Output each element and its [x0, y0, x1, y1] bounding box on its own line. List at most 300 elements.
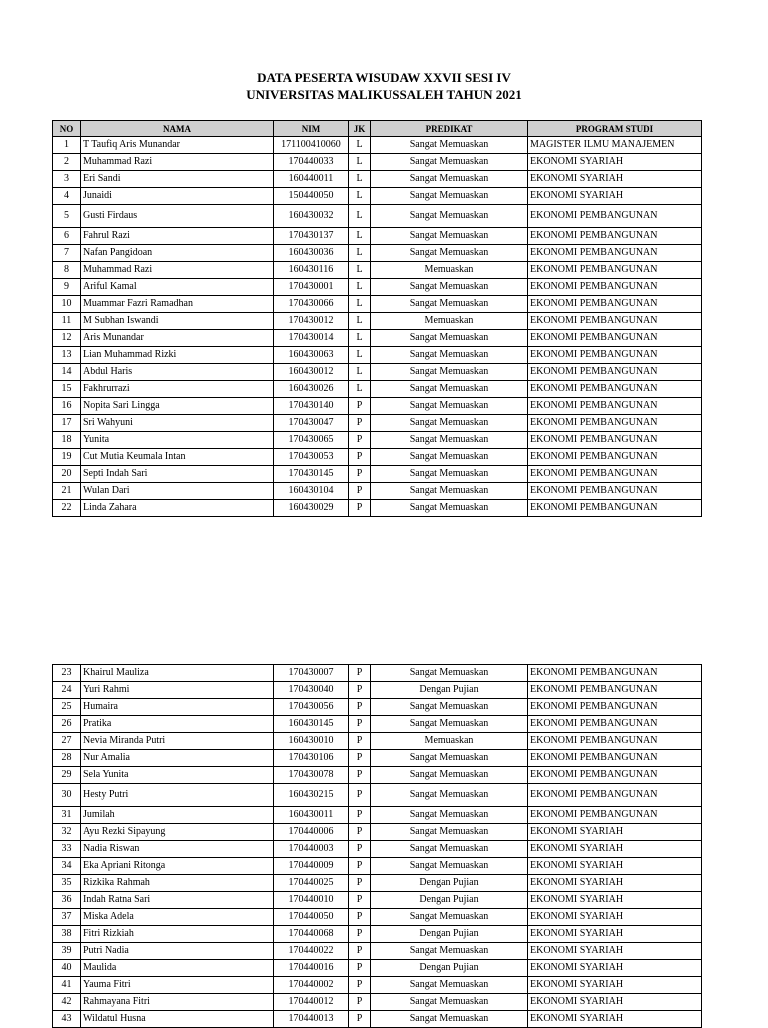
row-nim: 170430007: [274, 665, 349, 682]
table-row: [53, 892, 702, 909]
row-predikat: Sangat Memuaskan: [371, 841, 528, 858]
table-row: [53, 188, 702, 205]
row-jk: L: [349, 296, 371, 313]
row-nama: Eka Apriani Ritonga: [81, 858, 274, 875]
row-no: 42: [53, 994, 81, 1011]
row-jk: L: [349, 188, 371, 205]
row-nama: Nur Amalia: [81, 750, 274, 767]
row-no: 31: [53, 807, 81, 824]
row-nim: 170440009: [274, 858, 349, 875]
row-nama: Sri Wahyuni: [81, 415, 274, 432]
row-jk: L: [349, 381, 371, 398]
row-no: 35: [53, 875, 81, 892]
row-nama: Linda Zahara: [81, 500, 274, 517]
table-row: [53, 500, 702, 517]
row-no: 27: [53, 733, 81, 750]
row-jk: P: [349, 858, 371, 875]
row-predikat: Sangat Memuaskan: [371, 699, 528, 716]
table-row: [53, 750, 702, 767]
row-predikat: Sangat Memuaskan: [371, 909, 528, 926]
row-jk: P: [349, 750, 371, 767]
document-title: [0, 69, 768, 103]
row-program-studi: EKONOMI SYARIAH: [528, 858, 702, 875]
row-no: 5: [53, 205, 81, 228]
table-row: [53, 699, 702, 716]
row-program-studi: EKONOMI PEMBANGUNAN: [528, 347, 702, 364]
table-row: [53, 381, 702, 398]
row-nama: Nevia Miranda Putri: [81, 733, 274, 750]
row-nama: Ariful Kamal: [81, 279, 274, 296]
row-nim: 170440003: [274, 841, 349, 858]
row-program-studi: EKONOMI PEMBANGUNAN: [528, 784, 702, 807]
row-jk: P: [349, 1011, 371, 1028]
row-nim: 170430145: [274, 466, 349, 483]
row-predikat: Sangat Memuaskan: [371, 364, 528, 381]
table-row: [53, 767, 702, 784]
row-predikat: Sangat Memuaskan: [371, 432, 528, 449]
header-jk: JK: [349, 121, 371, 137]
row-program-studi: EKONOMI PEMBANGUNAN: [528, 767, 702, 784]
row-jk: P: [349, 784, 371, 807]
row-program-studi: EKONOMI PEMBANGUNAN: [528, 205, 702, 228]
row-nama: Abdul Haris: [81, 364, 274, 381]
row-nim: 170440010: [274, 892, 349, 909]
row-nama: Khairul Mauliza: [81, 665, 274, 682]
table-row: [53, 466, 702, 483]
row-predikat: Dengan Pujian: [371, 960, 528, 977]
table-row: [53, 205, 702, 228]
row-predikat: Sangat Memuaskan: [371, 665, 528, 682]
row-nama: Humaira: [81, 699, 274, 716]
row-jk: P: [349, 767, 371, 784]
row-nim: 160430032: [274, 205, 349, 228]
row-predikat: Sangat Memuaskan: [371, 750, 528, 767]
row-predikat: Sangat Memuaskan: [371, 994, 528, 1011]
row-program-studi: EKONOMI SYARIAH: [528, 909, 702, 926]
row-nama: Jumilah: [81, 807, 274, 824]
table-row: [53, 909, 702, 926]
row-predikat: Memuaskan: [371, 733, 528, 750]
row-nama: M Subhan Iswandi: [81, 313, 274, 330]
row-nim: 170430066: [274, 296, 349, 313]
row-jk: P: [349, 909, 371, 926]
row-no: 30: [53, 784, 81, 807]
row-nama: Nopita Sari Lingga: [81, 398, 274, 415]
row-jk: P: [349, 398, 371, 415]
row-program-studi: EKONOMI SYARIAH: [528, 875, 702, 892]
row-program-studi: EKONOMI SYARIAH: [528, 892, 702, 909]
row-jk: L: [349, 330, 371, 347]
row-nim: 160430116: [274, 262, 349, 279]
row-nim: 170430056: [274, 699, 349, 716]
row-predikat: Sangat Memuaskan: [371, 466, 528, 483]
row-jk: P: [349, 699, 371, 716]
title-line-1: DATA PESERTA WISUDAW XXVII SESI IV: [257, 70, 511, 85]
row-program-studi: EKONOMI SYARIAH: [528, 188, 702, 205]
row-program-studi: EKONOMI PEMBANGUNAN: [528, 665, 702, 682]
row-no: 29: [53, 767, 81, 784]
row-nim: 160430036: [274, 245, 349, 262]
header-nim: NIM: [274, 121, 349, 137]
row-program-studi: EKONOMI PEMBANGUNAN: [528, 398, 702, 415]
header-predikat: PREDIKAT: [371, 121, 528, 137]
row-jk: L: [349, 364, 371, 381]
row-nama: Septi Indah Sari: [81, 466, 274, 483]
row-nim: 170430001: [274, 279, 349, 296]
row-no: 23: [53, 665, 81, 682]
table-row: [53, 807, 702, 824]
row-nim: 170430078: [274, 767, 349, 784]
row-nim: 160430026: [274, 381, 349, 398]
row-jk: P: [349, 466, 371, 483]
row-jk: P: [349, 449, 371, 466]
table-row: [53, 841, 702, 858]
table-row: [53, 415, 702, 432]
row-program-studi: EKONOMI SYARIAH: [528, 960, 702, 977]
row-nama: Wulan Dari: [81, 483, 274, 500]
row-program-studi: EKONOMI SYARIAH: [528, 977, 702, 994]
row-program-studi: EKONOMI SYARIAH: [528, 154, 702, 171]
row-predikat: Sangat Memuaskan: [371, 767, 528, 784]
row-nim: 160430029: [274, 500, 349, 517]
row-predikat: Sangat Memuaskan: [371, 824, 528, 841]
row-nim: 171100410060: [274, 137, 349, 154]
row-nim: 170440013: [274, 1011, 349, 1028]
table-row: [53, 262, 702, 279]
row-nim: 170440002: [274, 977, 349, 994]
row-nim: 170440012: [274, 994, 349, 1011]
row-no: 20: [53, 466, 81, 483]
table-row: [53, 994, 702, 1011]
row-nim: 170440068: [274, 926, 349, 943]
row-jk: P: [349, 875, 371, 892]
row-predikat: Sangat Memuaskan: [371, 296, 528, 313]
row-program-studi: EKONOMI SYARIAH: [528, 824, 702, 841]
row-no: 3: [53, 171, 81, 188]
row-nim: 170430106: [274, 750, 349, 767]
row-nama: Gusti Firdaus: [81, 205, 274, 228]
row-no: 11: [53, 313, 81, 330]
row-jk: P: [349, 926, 371, 943]
table-row: [53, 977, 702, 994]
row-no: 36: [53, 892, 81, 909]
row-nim: 160440011: [274, 171, 349, 188]
row-program-studi: EKONOMI PEMBANGUNAN: [528, 228, 702, 245]
table-row: [53, 449, 702, 466]
row-predikat: Sangat Memuaskan: [371, 807, 528, 824]
row-no: 15: [53, 381, 81, 398]
row-predikat: Memuaskan: [371, 262, 528, 279]
table-row: [53, 682, 702, 699]
row-no: 12: [53, 330, 81, 347]
row-nim: 170430137: [274, 228, 349, 245]
row-predikat: Sangat Memuaskan: [371, 449, 528, 466]
row-predikat: Sangat Memuaskan: [371, 205, 528, 228]
row-program-studi: EKONOMI PEMBANGUNAN: [528, 483, 702, 500]
row-program-studi: EKONOMI PEMBANGUNAN: [528, 330, 702, 347]
row-nama: Aris Munandar: [81, 330, 274, 347]
row-program-studi: EKONOMI PEMBANGUNAN: [528, 500, 702, 517]
row-no: 39: [53, 943, 81, 960]
row-jk: L: [349, 137, 371, 154]
row-no: 14: [53, 364, 81, 381]
graduates-table-part-2: [52, 664, 702, 1028]
row-nim: 170440022: [274, 943, 349, 960]
row-nim: 160430063: [274, 347, 349, 364]
row-predikat: Sangat Memuaskan: [371, 171, 528, 188]
row-program-studi: EKONOMI SYARIAH: [528, 943, 702, 960]
row-predikat: Dengan Pujian: [371, 926, 528, 943]
row-no: 8: [53, 262, 81, 279]
row-predikat: Memuaskan: [371, 313, 528, 330]
table-row: [53, 296, 702, 313]
row-no: 10: [53, 296, 81, 313]
row-nama: Muammar Fazri Ramadhan: [81, 296, 274, 313]
row-nama: Wildatul Husna: [81, 1011, 274, 1028]
row-nim: 170440016: [274, 960, 349, 977]
row-no: 16: [53, 398, 81, 415]
table-row: [53, 858, 702, 875]
row-program-studi: EKONOMI PEMBANGUNAN: [528, 466, 702, 483]
row-program-studi: EKONOMI SYARIAH: [528, 1011, 702, 1028]
row-program-studi: EKONOMI SYARIAH: [528, 841, 702, 858]
row-predikat: Sangat Memuaskan: [371, 330, 528, 347]
row-nim: 170430012: [274, 313, 349, 330]
table-row: [53, 330, 702, 347]
row-nama: Putri Nadia: [81, 943, 274, 960]
table-row: [53, 432, 702, 449]
table-row: [53, 398, 702, 415]
row-nama: Fakhrurrazi: [81, 381, 274, 398]
row-no: 18: [53, 432, 81, 449]
row-predikat: Sangat Memuaskan: [371, 279, 528, 296]
row-program-studi: EKONOMI PEMBANGUNAN: [528, 313, 702, 330]
row-program-studi: EKONOMI PEMBANGUNAN: [528, 364, 702, 381]
row-predikat: Sangat Memuaskan: [371, 943, 528, 960]
row-nim: 170430140: [274, 398, 349, 415]
row-jk: P: [349, 994, 371, 1011]
row-nama: Fitri Rizkiah: [81, 926, 274, 943]
table-row: [53, 784, 702, 807]
row-program-studi: EKONOMI PEMBANGUNAN: [528, 432, 702, 449]
row-predikat: Sangat Memuaskan: [371, 381, 528, 398]
row-no: 13: [53, 347, 81, 364]
row-nim: 170430053: [274, 449, 349, 466]
row-predikat: Sangat Memuaskan: [371, 500, 528, 517]
row-nim: 170440006: [274, 824, 349, 841]
row-no: 41: [53, 977, 81, 994]
row-nama: Maulida: [81, 960, 274, 977]
row-jk: L: [349, 245, 371, 262]
row-jk: P: [349, 960, 371, 977]
row-nim: 170430014: [274, 330, 349, 347]
row-no: 22: [53, 500, 81, 517]
row-nama: Lian Muhammad Rizki: [81, 347, 274, 364]
row-nim: 170440033: [274, 154, 349, 171]
row-predikat: Dengan Pujian: [371, 875, 528, 892]
row-no: 21: [53, 483, 81, 500]
table-row: [53, 943, 702, 960]
table-row: [53, 137, 702, 154]
row-jk: L: [349, 313, 371, 330]
row-nim: 160430104: [274, 483, 349, 500]
row-predikat: Sangat Memuaskan: [371, 228, 528, 245]
header-program-studi: PROGRAM STUDI: [528, 121, 702, 137]
row-program-studi: EKONOMI PEMBANGUNAN: [528, 807, 702, 824]
row-program-studi: EKONOMI PEMBANGUNAN: [528, 716, 702, 733]
row-program-studi: EKONOMI PEMBANGUNAN: [528, 449, 702, 466]
row-predikat: Sangat Memuaskan: [371, 1011, 528, 1028]
row-nama: Ayu Rezki Sipayung: [81, 824, 274, 841]
row-no: 28: [53, 750, 81, 767]
row-predikat: Sangat Memuaskan: [371, 245, 528, 262]
row-predikat: Sangat Memuaskan: [371, 977, 528, 994]
row-predikat: Sangat Memuaskan: [371, 858, 528, 875]
row-predikat: Sangat Memuaskan: [371, 137, 528, 154]
row-nama: Fahrul Razi: [81, 228, 274, 245]
row-jk: P: [349, 807, 371, 824]
row-nama: Rahmayana Fitri: [81, 994, 274, 1011]
row-no: 9: [53, 279, 81, 296]
row-jk: L: [349, 205, 371, 228]
row-nama: Rizkika Rahmah: [81, 875, 274, 892]
row-no: 38: [53, 926, 81, 943]
row-nim: 170440050: [274, 909, 349, 926]
row-no: 17: [53, 415, 81, 432]
row-no: 25: [53, 699, 81, 716]
row-predikat: Sangat Memuaskan: [371, 784, 528, 807]
row-no: 2: [53, 154, 81, 171]
row-jk: L: [349, 171, 371, 188]
table-row: [53, 926, 702, 943]
row-predikat: Sangat Memuaskan: [371, 716, 528, 733]
row-no: 32: [53, 824, 81, 841]
row-jk: P: [349, 892, 371, 909]
row-predikat: Sangat Memuaskan: [371, 188, 528, 205]
table-row: [53, 171, 702, 188]
row-nim: 170430040: [274, 682, 349, 699]
row-nama: Pratika: [81, 716, 274, 733]
table-row: [53, 154, 702, 171]
table-row: [53, 347, 702, 364]
row-nama: Yuri Rahmi: [81, 682, 274, 699]
row-jk: L: [349, 154, 371, 171]
row-jk: P: [349, 716, 371, 733]
row-jk: P: [349, 824, 371, 841]
row-predikat: Sangat Memuaskan: [371, 415, 528, 432]
row-predikat: Sangat Memuaskan: [371, 398, 528, 415]
row-nama: Cut Mutia Keumala Intan: [81, 449, 274, 466]
row-nama: Muhammad Razi: [81, 154, 274, 171]
header-no: NO: [53, 121, 81, 137]
row-predikat: Sangat Memuaskan: [371, 483, 528, 500]
row-no: 6: [53, 228, 81, 245]
table-row: [53, 228, 702, 245]
table-row: [53, 1011, 702, 1028]
row-nama: Sela Yunita: [81, 767, 274, 784]
row-program-studi: EKONOMI PEMBANGUNAN: [528, 381, 702, 398]
table-row: [53, 245, 702, 262]
row-jk: P: [349, 483, 371, 500]
row-nama: Yunita: [81, 432, 274, 449]
row-program-studi: EKONOMI PEMBANGUNAN: [528, 733, 702, 750]
table-row: [53, 483, 702, 500]
table-row: [53, 960, 702, 977]
table-row: [53, 364, 702, 381]
row-program-studi: EKONOMI PEMBANGUNAN: [528, 415, 702, 432]
header-nama: NAMA: [81, 121, 274, 137]
row-no: 40: [53, 960, 81, 977]
row-no: 26: [53, 716, 81, 733]
table-row: [53, 824, 702, 841]
row-program-studi: EKONOMI PEMBANGUNAN: [528, 682, 702, 699]
row-jk: P: [349, 841, 371, 858]
row-nim: 160430011: [274, 807, 349, 824]
row-no: 1: [53, 137, 81, 154]
row-nama: Indah Ratna Sari: [81, 892, 274, 909]
row-program-studi: EKONOMI PEMBANGUNAN: [528, 279, 702, 296]
table-row: [53, 716, 702, 733]
row-program-studi: EKONOMI SYARIAH: [528, 926, 702, 943]
row-jk: L: [349, 347, 371, 364]
row-nama: Muhammad Razi: [81, 262, 274, 279]
row-program-studi: EKONOMI SYARIAH: [528, 171, 702, 188]
row-program-studi: EKONOMI PEMBANGUNAN: [528, 262, 702, 279]
row-predikat: Sangat Memuaskan: [371, 154, 528, 171]
row-program-studi: EKONOMI PEMBANGUNAN: [528, 296, 702, 313]
table-row: [53, 875, 702, 892]
table-row: [53, 313, 702, 330]
row-nim: 170430047: [274, 415, 349, 432]
row-nama: Nafan Pangidoan: [81, 245, 274, 262]
row-program-studi: MAGISTER ILMU MANAJEMEN: [528, 137, 702, 154]
row-nim: 160430010: [274, 733, 349, 750]
row-program-studi: EKONOMI PEMBANGUNAN: [528, 699, 702, 716]
row-nim: 150440050: [274, 188, 349, 205]
row-no: 34: [53, 858, 81, 875]
row-jk: P: [349, 665, 371, 682]
table-row: [53, 665, 702, 682]
row-predikat: Dengan Pujian: [371, 682, 528, 699]
row-jk: P: [349, 415, 371, 432]
row-nama: Nadia Riswan: [81, 841, 274, 858]
row-no: 7: [53, 245, 81, 262]
row-nim: 160430012: [274, 364, 349, 381]
row-nim: 160430215: [274, 784, 349, 807]
table-row: [53, 733, 702, 750]
row-no: 19: [53, 449, 81, 466]
row-jk: P: [349, 977, 371, 994]
row-no: 37: [53, 909, 81, 926]
row-nama: T Taufiq Aris Munandar: [81, 137, 274, 154]
row-nama: Miska Adela: [81, 909, 274, 926]
row-jk: P: [349, 943, 371, 960]
row-program-studi: EKONOMI SYARIAH: [528, 994, 702, 1011]
row-nim: 170440025: [274, 875, 349, 892]
row-program-studi: EKONOMI PEMBANGUNAN: [528, 750, 702, 767]
graduates-table-part-1: [52, 120, 702, 517]
row-jk: L: [349, 262, 371, 279]
row-jk: L: [349, 228, 371, 245]
row-predikat: Dengan Pujian: [371, 892, 528, 909]
row-no: 24: [53, 682, 81, 699]
row-nama: Eri Sandi: [81, 171, 274, 188]
title-line-2: UNIVERSITAS MALIKUSSALEH TAHUN 2021: [246, 87, 522, 102]
row-no: 33: [53, 841, 81, 858]
row-nim: 160430145: [274, 716, 349, 733]
table-row: [53, 279, 702, 296]
row-jk: L: [349, 279, 371, 296]
